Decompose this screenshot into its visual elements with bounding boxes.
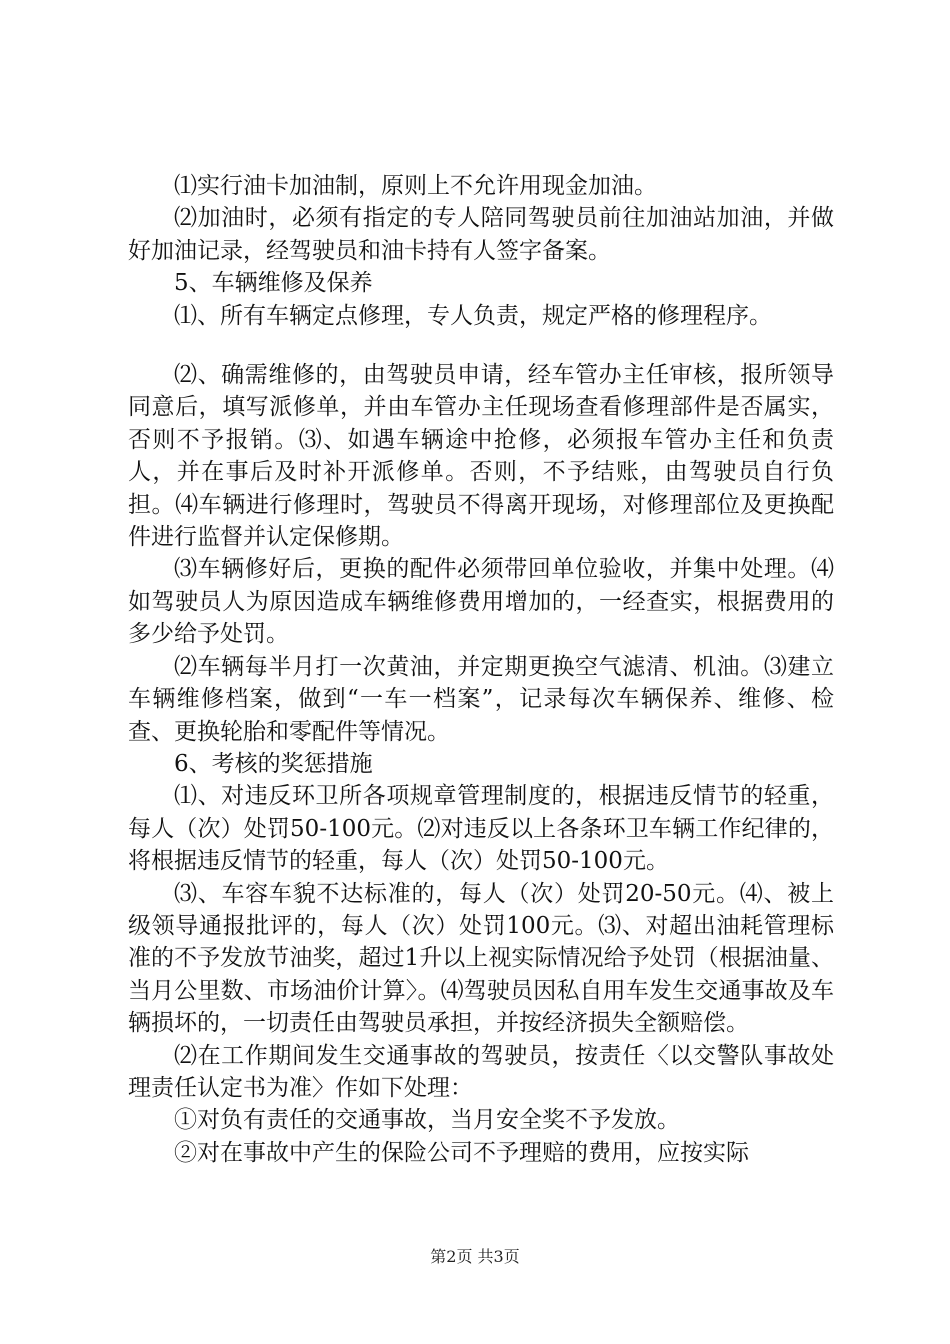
paragraph-8: ⑶、车容车貌不达标准的，每人（次）处罚20-50元。⑷、被上级领导通报批评的，每人（次）处罚100元。⑶、对超出油耗管理标准的不予发放节油奖，超过1升以上视实际情况给予处罚（根据油量、当月公里数、市场油价计算〉。⑷驾驶员因私自用车发生交通事故及车辆损坏的，一切责任由驾驶员承担，并按经济损失全额赔偿。: [128, 880, 834, 1037]
page-footer: [0, 1244, 950, 1267]
paragraph-10: ①对负有责任的交通事故，当月安全奖不予发放。: [174, 1107, 680, 1134]
paragraph-3: ⑴、所有车辆定点修理，专人负责，规定严格的修理程序。: [174, 302, 772, 329]
paragraph-4: ⑵、确需维修的，由驾驶员申请，经车管办主任审核，报所领导同意后，填写派修单，并由车管办主任现场查看修理部件是否属实，否则不予报销。⑶、如遇车辆途中抢修，必须报车管办主任和负责人，并在事后及时补开派修单。否则，不予结账，由驾驶员自行负担。⑷车辆进行修理时，驾驶员不得离开现场，对修理部位及更换配件进行监督并认定保修期。: [128, 362, 834, 551]
paragraph-1: ⑴实行油卡加油制，原则上不允许用现金加油。: [174, 173, 657, 199]
paragraph-9: ⑵在工作期间发生交通事故的驾驶员，按责任〈以交警队事故处理责任认定书为准〉作如下处理：: [128, 1042, 834, 1101]
section-heading-6: 6、考核的奖惩措施: [174, 750, 373, 777]
section-heading-5: 5、车辆维修及保养: [174, 270, 373, 297]
paragraph-2: ⑵加油时，必须有指定的专人陪同驾驶员前往加油站加油，并做好加油记录，经驾驶员和油卡持有人签字备案。: [128, 205, 834, 264]
paragraph-7: ⑴、对违反环卫所各项规章管理制度的，根据违反情节的轻重，每人（次）处罚50-100元。⑵对违反以上各条环卫车辆工作纪律的，将根据违反情节的轻重，每人（次）处罚50-100元。: [128, 783, 834, 875]
paragraph-5: ⑶车辆修好后，更换的配件必须带回单位验收，并集中处理。⑷如驾驶员人为原因造成车辆维修费用增加的，一经查实，根据费用的多少给予处罚。: [128, 556, 834, 648]
page-number-label: 第2页 共3页: [430, 1247, 520, 1266]
blank-line: [128, 332, 834, 359]
paragraph-6: ⑵车辆每半月打一次黄油，并定期更换空气滤清、机油。⑶建立车辆维修档案，做到“一车一档案”，记录每次车辆保养、维修、检查、更换轮胎和零配件等情况。: [128, 653, 834, 745]
paragraph-11: ②对在事故中产生的保险公司不予理赔的费用，应按实际: [174, 1139, 749, 1166]
document-body: [128, 170, 834, 1169]
